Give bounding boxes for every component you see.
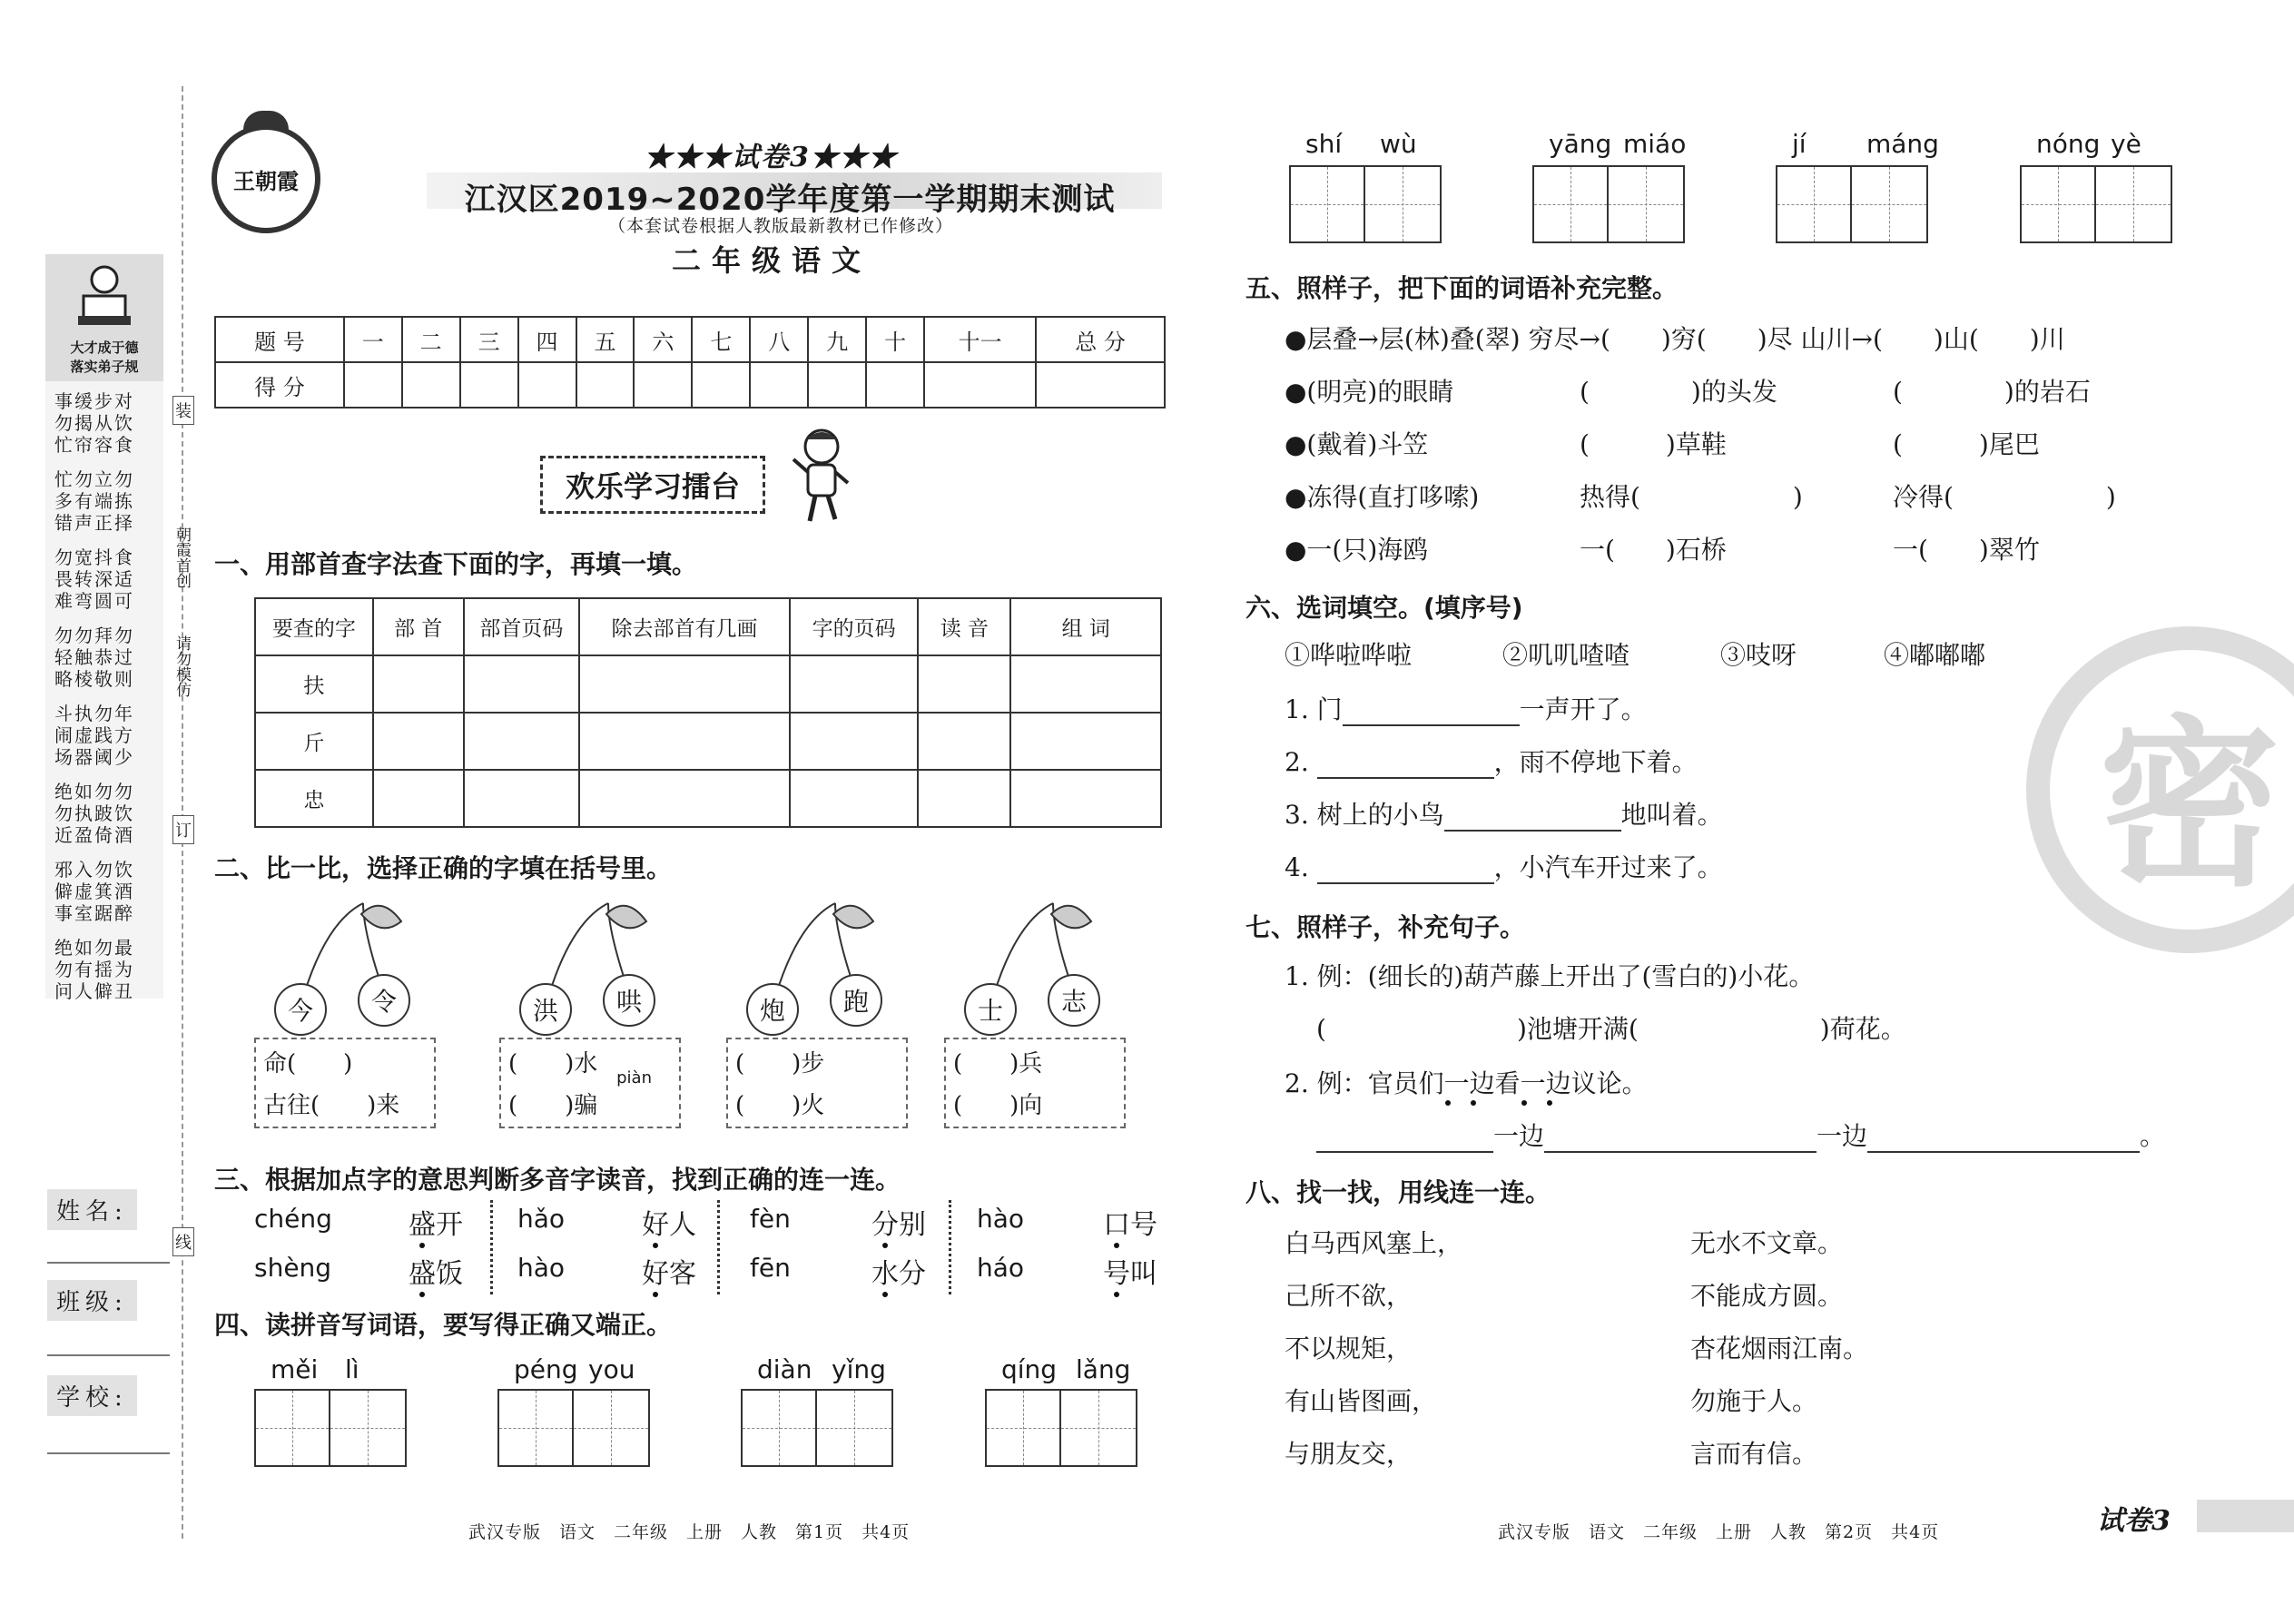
polyphone-word[interactable] [1103, 1202, 1157, 1242]
polyphone-pinyin[interactable]: hào [517, 1253, 566, 1283]
q3-title: 三、根据加点字的意思判断多音字读音，找到正确的连一连。 [214, 1165, 901, 1195]
motto-header [45, 254, 163, 381]
word-rest: 人 [669, 1209, 696, 1241]
grid-cell[interactable] [499, 1391, 574, 1465]
lookup-char: 忠 [255, 770, 373, 827]
q7-blank-3[interactable] [1867, 1151, 2140, 1153]
dict-input-cell[interactable] [790, 770, 919, 827]
pinyin-hint: piàn [616, 1068, 652, 1088]
radical-lookup-table [254, 597, 1162, 828]
polyphone-word[interactable] [409, 1202, 463, 1242]
polyphone-pinyin[interactable]: hǎo [517, 1204, 566, 1234]
writing-grid[interactable] [2020, 165, 2172, 243]
paper-tag: ★★★试卷3★★★ [645, 142, 898, 173]
dotted-char: 口 [1103, 1209, 1130, 1241]
fill-item [1285, 743, 1698, 779]
score-input-cell[interactable] [1036, 362, 1165, 408]
q7-fill-1b: )池塘开满( [1516, 1014, 1639, 1044]
rule-poem: 事缓步对 勿揭从饮 忙帘容食 [54, 390, 134, 456]
dict-row [255, 713, 1161, 770]
footer-left: 武汉专版 语文 二年级 上册 人教 第1页 共4页 [468, 1522, 911, 1542]
fill-item [1285, 690, 1647, 726]
word-option: ③吱呀 [1720, 640, 1797, 670]
score-value-row [215, 362, 1165, 408]
answer-line-2[interactable]: ( )骗 [508, 1092, 598, 1119]
word-rest: 分 [899, 1258, 926, 1290]
confidential-seal-watermark [2026, 626, 2294, 953]
polyphone-word[interactable] [642, 1251, 696, 1291]
polyphone-pinyin[interactable]: fēn [750, 1253, 791, 1283]
grid-cell[interactable] [1609, 167, 1683, 241]
grid-pinyin-2: wù [1380, 129, 1417, 159]
grid-cell[interactable] [574, 1391, 648, 1465]
score-input-cell[interactable] [924, 362, 1036, 408]
dict-input-cell[interactable] [918, 655, 1010, 713]
word-rest: 客 [669, 1258, 696, 1290]
school-label: 学校: [47, 1375, 137, 1416]
score-header-cell: 总 分 [1036, 317, 1165, 362]
word-option: ④嘟嘟嘟 [1884, 640, 1986, 670]
score-header-cell: 六 [634, 317, 692, 362]
idiom-left[interactable]: 不以规矩， [1285, 1334, 1413, 1363]
dict-input-cell[interactable] [1010, 713, 1161, 770]
completion-item[interactable]: 一( )石桥 [1580, 535, 1727, 565]
dotted-char: 水 [871, 1258, 899, 1290]
q7-fill-1c: )荷花。 [1819, 1014, 1906, 1044]
dict-input-cell[interactable] [790, 655, 919, 713]
answer-line-2[interactable]: ( )火 [735, 1092, 825, 1119]
fill-item-suffix: 一声开了。 [1519, 694, 1647, 724]
lookup-char: 扶 [255, 655, 373, 713]
side-label-zhuang: 装 [172, 396, 194, 425]
q7-fill-2[interactable] [1316, 1117, 2165, 1153]
grid-pinyin-1: péng [514, 1354, 578, 1384]
dict-header-cell: 除去部首有几画 [579, 598, 789, 655]
fill-item-prefix: 2. [1285, 747, 1317, 777]
class-label: 班级: [47, 1280, 137, 1321]
rule-poem: 绝如勿最 勿有揺为 问人僻丑 [54, 937, 134, 1002]
grid-pinyin-2: miáo [1623, 129, 1687, 159]
score-input-cell[interactable] [808, 362, 866, 408]
score-header-cell: 三 [460, 317, 518, 362]
word-rest: 开 [436, 1209, 463, 1241]
rule-poem: 绝如勿勿 勿执跛饮 近盈倚酒 [54, 781, 134, 846]
dict-header-cell: 组 词 [1010, 598, 1161, 655]
side-label-ding: 订 [172, 815, 194, 844]
grid-pinyin-1: měi [271, 1354, 319, 1384]
writing-grid[interactable] [254, 1389, 407, 1467]
cherry-group [726, 894, 908, 1157]
emphasis-dot [1471, 1100, 1476, 1106]
answer-line-1[interactable]: ( )兵 [953, 1050, 1043, 1078]
grid-cell[interactable] [1061, 1391, 1136, 1465]
q7-fill-1a: ( [1316, 1014, 1326, 1044]
yibian-1: 一边 [1493, 1121, 1545, 1151]
dotted-char: 盛 [409, 1258, 436, 1290]
cartoon-kid-icon [790, 427, 853, 527]
answer-line-2[interactable]: 古往( )来 [263, 1092, 400, 1119]
dotted-char: 号 [1103, 1258, 1130, 1290]
cherry-char-a: 洪 [519, 983, 572, 1036]
idiom-right[interactable]: 不能成方圆。 [1690, 1281, 1844, 1311]
q7-fill-1[interactable] [1316, 1009, 1906, 1046]
completion-item[interactable]: ●一(只)海鸥 [1285, 535, 1429, 565]
word-option: ②叽叽喳喳 [1502, 640, 1630, 670]
dotted-char: 分 [871, 1209, 899, 1241]
grid-pinyin-1: nóng [2036, 129, 2101, 159]
answer-line-1[interactable]: ( )水 [508, 1050, 598, 1078]
grid-cell[interactable] [1534, 167, 1609, 241]
completion-item[interactable]: 一( )翠竹 [1893, 535, 2040, 565]
score-input-cell[interactable] [344, 362, 402, 408]
score-input-cell[interactable] [750, 362, 808, 408]
writing-grid[interactable] [497, 1389, 650, 1467]
dotted-char: 好 [642, 1258, 669, 1290]
motto-line-2: 落实弟子规 [70, 359, 139, 375]
q6-title: 六、选词填空。(填序号) [1245, 593, 1523, 623]
fill-item-prefix: 1. 门 [1285, 694, 1343, 724]
corner-bar [2197, 1500, 2294, 1532]
rule-poem: 勿宽抖食 畏转深适 难弯圆可 [54, 546, 134, 612]
q7-example-2 [1285, 1064, 1648, 1100]
completion-item[interactable]: ( )尾巴 [1893, 429, 2040, 459]
lookup-char: 斤 [255, 713, 373, 770]
column-divider [949, 1200, 951, 1294]
q7-blank-1[interactable] [1316, 1151, 1493, 1153]
idiom-left[interactable]: 与朋友交， [1285, 1439, 1413, 1469]
dict-header-cell: 读 音 [918, 598, 1010, 655]
fill-blank[interactable] [1444, 830, 1621, 832]
rule-poem: 勿勿拜勿 轻触恭过 略棱敬则 [54, 625, 134, 690]
cherry-group [499, 894, 681, 1157]
grid-pinyin-1: jí [1792, 129, 1807, 159]
grid-cell[interactable] [1291, 167, 1365, 241]
polyphone-word[interactable] [409, 1251, 463, 1291]
writing-grid[interactable] [741, 1389, 893, 1467]
dict-input-cell[interactable] [579, 655, 789, 713]
answer-line-1[interactable]: ( )步 [735, 1050, 825, 1078]
grid-pinyin-2: máng [1866, 129, 1939, 159]
fill-item-prefix: 4. [1285, 852, 1317, 882]
cherry-char-b: 令 [358, 974, 410, 1027]
vertical-note-1: 朝霞首创 [172, 527, 191, 588]
binding-dashed-line [182, 86, 183, 1539]
grid-pinyin-1: diàn [757, 1354, 812, 1384]
name-line[interactable] [47, 1262, 170, 1264]
word-rest: 号 [1130, 1209, 1157, 1241]
score-label-cell: 得 分 [215, 362, 344, 408]
idiom-left[interactable]: 己所不欲， [1285, 1281, 1413, 1311]
grid-pinyin-2: lì [345, 1354, 359, 1384]
dict-input-cell[interactable] [1010, 770, 1161, 827]
score-header-cell: 四 [518, 317, 576, 362]
cherry-group [254, 894, 436, 1157]
dict-input-cell[interactable] [1010, 655, 1161, 713]
idiom-right[interactable]: 言而有信。 [1690, 1439, 1818, 1469]
q5-title: 五、照样子，把下面的词语补充完整。 [1245, 273, 1679, 303]
score-header-cell: 题 号 [215, 317, 344, 362]
vertical-note-2: 请勿模仿 [172, 635, 191, 697]
dict-row [255, 770, 1161, 827]
q4-title: 四、读拼音写词语，要写得正确又端正。 [214, 1310, 673, 1340]
dict-input-cell[interactable] [373, 770, 464, 827]
idiom-left[interactable]: 白马西风塞上， [1285, 1228, 1463, 1258]
q8-title: 八、找一找，用线连一连。 [1245, 1177, 1551, 1207]
dict-input-cell[interactable] [790, 713, 919, 770]
polyphone-pinyin[interactable]: fèn [750, 1204, 791, 1234]
word-rest: 饭 [436, 1258, 463, 1290]
yibian-2: 一边 [1816, 1121, 1868, 1151]
score-input-cell[interactable] [634, 362, 692, 408]
motto-line-1: 大才成于德 [70, 340, 139, 356]
corner-paper-tag: 试卷3 [2097, 1505, 2171, 1537]
score-input-cell[interactable] [460, 362, 518, 408]
cherry-char-a: 今 [274, 983, 327, 1036]
grid-cell[interactable] [817, 1391, 891, 1465]
school-line[interactable] [47, 1452, 170, 1454]
writing-grid[interactable] [1532, 165, 1685, 243]
grid-cell[interactable] [1365, 167, 1440, 241]
completion-item[interactable]: ( )草鞋 [1580, 429, 1727, 459]
grid-cell[interactable] [330, 1391, 405, 1465]
grid-cell[interactable] [1852, 167, 1926, 241]
grid-pinyin-1: shí [1305, 129, 1343, 159]
dict-header-cell: 字的页码 [790, 598, 919, 655]
q7-blank-2[interactable] [1544, 1151, 1816, 1153]
dict-input-cell[interactable] [918, 770, 1010, 827]
q1-title: 一、用部首查字法查下面的字，再填一填。 [214, 549, 698, 579]
score-header-cell: 二 [402, 317, 460, 362]
emphasis-dot [1445, 1100, 1451, 1106]
dict-input-cell[interactable] [373, 713, 464, 770]
logo-text: 王朝霞 [233, 167, 299, 194]
score-header-cell: 十 [866, 317, 924, 362]
polyphone-pinyin[interactable]: háo [977, 1253, 1025, 1283]
dict-row [255, 655, 1161, 713]
side-label-xian: 线 [172, 1227, 194, 1256]
seal-char: 密 [2098, 699, 2280, 911]
fill-item-suffix: ，雨不停地下着。 [1493, 747, 1698, 777]
writing-grid[interactable] [1289, 165, 1442, 243]
writing-grid[interactable] [985, 1389, 1137, 1467]
score-header-cell: 九 [808, 317, 866, 362]
grid-cell[interactable] [2022, 167, 2096, 241]
score-input-cell[interactable] [402, 362, 460, 408]
cherry-answer-box[interactable] [944, 1038, 1126, 1128]
name-label: 姓名: [47, 1189, 137, 1230]
fill-blank[interactable] [1317, 882, 1494, 884]
dict-input-cell[interactable] [579, 770, 789, 827]
fill-item-suffix: 地叫着。 [1620, 800, 1723, 830]
word-rest: 叫 [1130, 1258, 1157, 1290]
grid-cell[interactable] [256, 1391, 330, 1465]
idiom-right[interactable]: 无水不文章。 [1690, 1228, 1844, 1258]
grid-cell[interactable] [2096, 167, 2171, 241]
polyphone-pinyin[interactable]: hào [977, 1204, 1025, 1234]
word-rest: 别 [899, 1209, 926, 1241]
dict-header-row [255, 598, 1161, 655]
score-header-cell: 五 [576, 317, 635, 362]
dict-header-cell: 要查的字 [255, 598, 373, 655]
cherry-answer-box[interactable] [499, 1038, 681, 1128]
rules-poem-list [45, 381, 163, 1002]
score-header-cell: 一 [344, 317, 402, 362]
idiom-left[interactable]: 有山皆图画， [1285, 1386, 1438, 1416]
writing-grid[interactable] [1776, 165, 1928, 243]
q7-example-2-text: 2. 例：官员们一边看一边议论。 [1285, 1068, 1648, 1098]
emphasis-dot [1547, 1100, 1552, 1106]
completion-item[interactable]: ●层叠→层(林)叠(翠) 穷尽→( )穷( )尽 山川→( )山( )川 [1285, 324, 2065, 354]
score-input-cell[interactable] [576, 362, 635, 408]
answer-line-1[interactable]: 命( ) [263, 1050, 353, 1078]
cherry-char-b: 哄 [603, 974, 655, 1027]
score-table [214, 316, 1166, 408]
dict-header-cell: 部首页码 [464, 598, 580, 655]
scholar-figure-icon [73, 261, 136, 334]
dict-input-cell[interactable] [464, 770, 580, 827]
grid-pinyin-1: qíng [1001, 1354, 1058, 1384]
q7-example-1: 1. 例：(细长的)葫芦藤上开出了(雪白的)小花。 [1285, 961, 1815, 991]
word-option: ①哗啦哗啦 [1285, 640, 1413, 670]
grid-pinyin-2: yè [2111, 129, 2141, 159]
fill-item-prefix: 3. 树上的小鸟 [1285, 800, 1444, 830]
completion-item[interactable]: ( )的岩石 [1893, 377, 2091, 407]
cherry-answer-box[interactable] [726, 1038, 908, 1128]
exam-subtitle: （本套试卷根据人教版最新教材已作修改） [607, 216, 953, 236]
grid-pinyin-1: yāng [1549, 129, 1612, 159]
fill-item-suffix: ，小汽车开过来了。 [1493, 852, 1723, 882]
dotted-char: 好 [642, 1209, 669, 1241]
score-header-row [215, 317, 1165, 362]
footer-right: 武汉专版 语文 二年级 上册 人教 第2页 共4页 [1498, 1522, 1940, 1542]
polyphone-pinyin[interactable]: chéng [254, 1204, 332, 1234]
grid-pinyin-2: lǎng [1076, 1354, 1131, 1384]
score-input-cell[interactable] [692, 362, 750, 408]
rule-poem: 邪入勿饮 僻虚箕酒 事室踞醉 [54, 859, 134, 924]
dict-header-cell: 部 首 [373, 598, 464, 655]
grid-cell[interactable] [743, 1391, 817, 1465]
q7-title: 七、照样子，补充句子。 [1245, 912, 1526, 942]
dict-input-cell[interactable] [464, 655, 580, 713]
answer-line-2[interactable]: ( )向 [953, 1092, 1043, 1119]
column-divider [717, 1200, 720, 1294]
score-header-cell: 七 [692, 317, 750, 362]
dict-input-cell[interactable] [918, 713, 1010, 770]
polyphone-word[interactable] [871, 1202, 926, 1242]
score-header-cell: 八 [750, 317, 808, 362]
fill-blank[interactable] [1317, 777, 1494, 779]
polyphone-word[interactable] [642, 1202, 696, 1242]
idiom-right[interactable]: 勿施于人。 [1690, 1386, 1818, 1416]
dotted-char: 盛 [409, 1209, 436, 1241]
completion-item[interactable]: 冷得( ) [1893, 482, 2116, 512]
grid-cell[interactable] [987, 1391, 1061, 1465]
polyphone-pinyin[interactable]: shèng [254, 1253, 332, 1283]
completion-item[interactable]: ●(戴着)斗笠 [1285, 429, 1429, 459]
emphasis-dot [1521, 1100, 1527, 1106]
score-header-cell: 十一 [924, 317, 1036, 362]
publisher-logo [212, 124, 320, 233]
cherry-char-b: 跑 [830, 974, 882, 1027]
grid-pinyin-2: yǐng [832, 1354, 886, 1384]
class-line[interactable] [47, 1354, 170, 1356]
idiom-right[interactable]: 杏花烟雨江南。 [1690, 1334, 1869, 1363]
completion-item[interactable]: 热得( ) [1580, 482, 1803, 512]
score-input-cell[interactable] [866, 362, 924, 408]
cherry-char-b: 志 [1048, 974, 1100, 1027]
polyphone-word[interactable] [871, 1251, 926, 1291]
completion-item[interactable]: ( )的头发 [1580, 377, 1777, 407]
left-sidebar-strip [45, 254, 163, 1002]
exam-title: 江汉区2019~2020学年度第一学期期末测试 [464, 182, 1116, 218]
completion-item[interactable]: ●冻得(直打哆嗦) [1285, 482, 1480, 512]
cherry-char-a: 炮 [746, 983, 799, 1036]
completion-item[interactable]: ●(明亮)的眼睛 [1285, 377, 1454, 407]
grid-pinyin-2: you [588, 1354, 635, 1384]
column-divider [490, 1200, 493, 1294]
fill-item [1285, 848, 1723, 884]
dict-input-cell[interactable] [464, 713, 580, 770]
dict-input-cell[interactable] [579, 713, 789, 770]
rule-poem: 斗执勿年 闹虚践方 场器阈少 [54, 703, 134, 768]
polyphone-word[interactable] [1103, 1251, 1157, 1291]
grid-cell[interactable] [1777, 167, 1852, 241]
fill-blank[interactable] [1343, 724, 1520, 726]
rule-poem: 忙勿立勿 多有端拣 错声正择 [54, 468, 134, 534]
q7-period: 。 [2140, 1121, 2166, 1151]
fill-item [1285, 795, 1723, 832]
dict-input-cell[interactable] [373, 655, 464, 713]
grade-subject: 二年级语文 [671, 243, 871, 278]
cherry-answer-box[interactable] [254, 1038, 436, 1128]
score-input-cell[interactable] [518, 362, 576, 408]
cherry-group [944, 894, 1126, 1157]
cherry-char-a: 士 [964, 983, 1017, 1036]
q2-title: 二、比一比，选择正确的字填在括号里。 [214, 853, 673, 883]
section-banner: 欢乐学习擂台 [540, 456, 765, 514]
